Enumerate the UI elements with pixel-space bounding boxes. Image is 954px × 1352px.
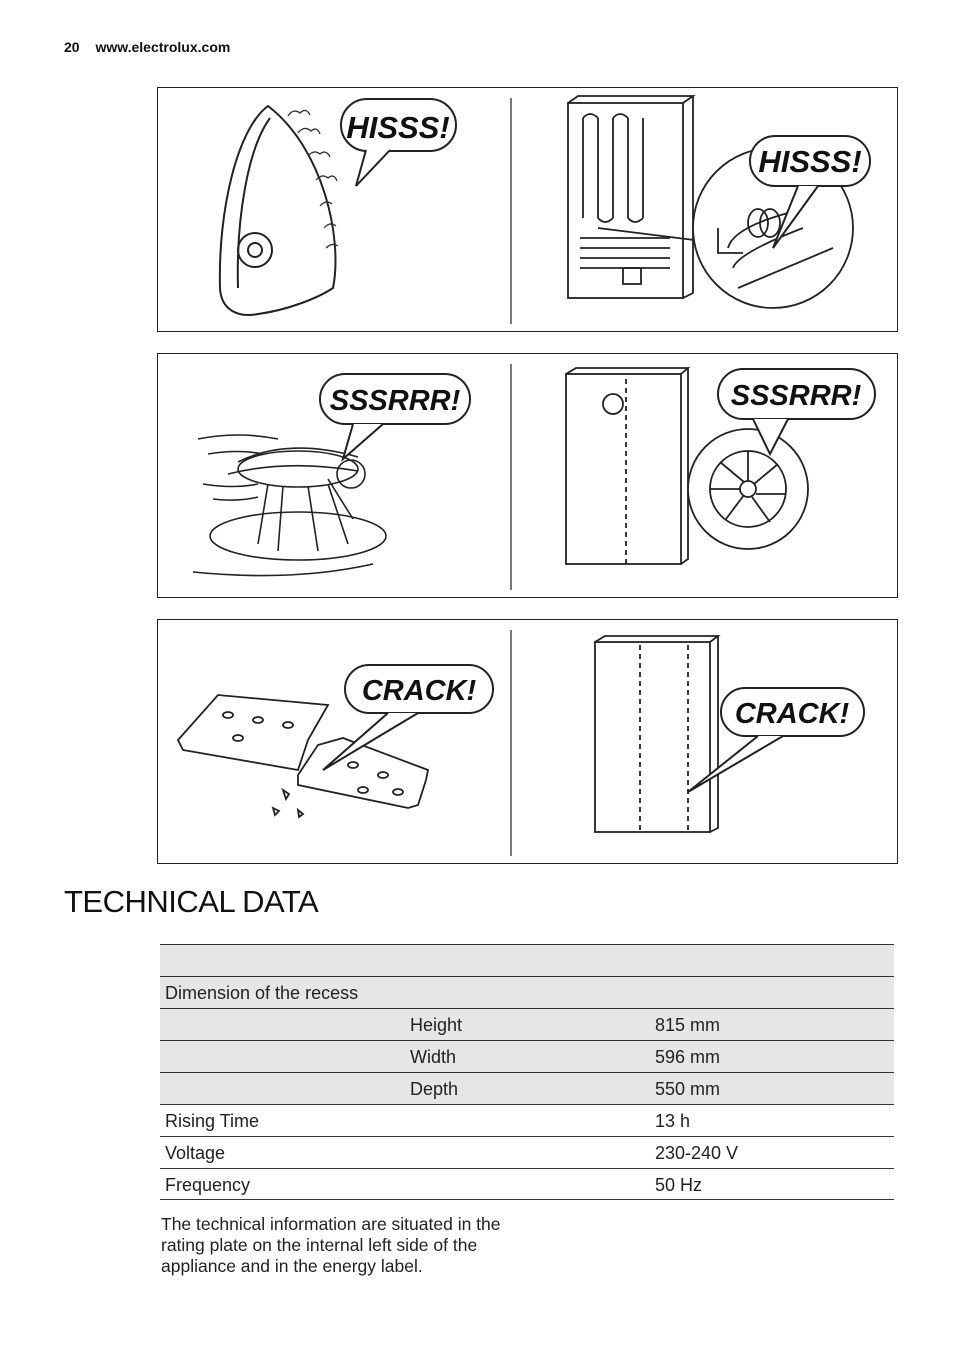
technical-data-table: [160, 944, 894, 1200]
table-cell: 230-240 V: [655, 1143, 739, 1163]
table-cell: 815 mm: [655, 1015, 721, 1035]
table-row: [160, 976, 894, 1008]
table-cell: Frequency: [165, 1175, 251, 1195]
table-cell: 550 mm: [655, 1079, 721, 1099]
hiss-illustration: [158, 88, 899, 333]
table-row: [160, 1136, 894, 1168]
table-row: [160, 1040, 894, 1072]
page-header: [64, 39, 230, 55]
bubble-hiss-right: HISSS!: [758, 144, 862, 179]
site-url: www.electrolux.com: [95, 39, 231, 55]
page-number: 20: [64, 39, 80, 55]
bubble-sssrrr-left: SSSRRR!: [329, 385, 461, 417]
bubble-hiss-left: HISSS!: [346, 110, 450, 145]
bubble-sssrrr-right: SSSRRR!: [730, 380, 862, 412]
table-cell: Dimension of the recess: [165, 983, 359, 1003]
table-row: [160, 1168, 894, 1200]
illustration-panel-hiss: [157, 87, 898, 332]
steam-iron-icon: [220, 106, 336, 315]
sssrrr-illustration: [158, 354, 899, 599]
illustration-panel-crack: [157, 619, 898, 864]
crack-illustration: [158, 620, 899, 865]
table-row: [160, 1072, 894, 1104]
fridge-cabinet-icon: [595, 636, 718, 832]
fridge-coil-icon: [568, 96, 853, 308]
table-row: [160, 944, 894, 976]
table-cell: Height: [410, 1015, 463, 1035]
table-row: [160, 1104, 894, 1136]
buzzing-fly-icon: [193, 435, 386, 576]
table-cell: Width: [410, 1047, 457, 1067]
technical-note: The technical information are situated in the rating plate on the internal left side of the appliance and in the energy label.: [161, 1214, 501, 1276]
table-cell: Voltage: [165, 1143, 226, 1163]
illustration-panel-sssrrr: [157, 353, 898, 598]
bubble-crack-left: CRACK!: [361, 675, 477, 707]
table-cell: 50 Hz: [655, 1175, 703, 1195]
table-cell: Rising Time: [165, 1111, 260, 1131]
bubble-crack-right: CRACK!: [734, 698, 850, 730]
table-cell: 596 mm: [655, 1047, 721, 1067]
table-cell: 13 h: [655, 1111, 691, 1131]
section-title: TECHNICAL DATA: [64, 884, 319, 919]
table-row: [160, 1008, 894, 1040]
table-cell: Depth: [410, 1079, 459, 1099]
